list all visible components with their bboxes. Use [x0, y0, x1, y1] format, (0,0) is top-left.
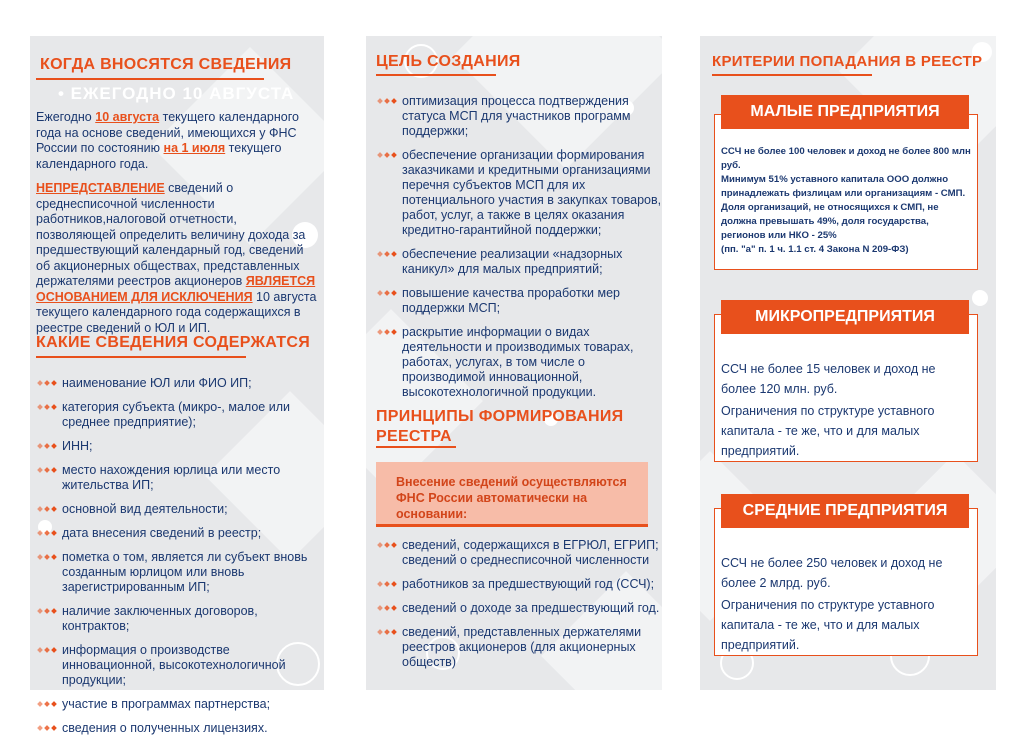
- card-small-enterprises: [714, 114, 978, 270]
- date-accent: на 1 июля: [163, 141, 226, 155]
- non-submission-accent: НЕПРЕДСТАВЛЕНИЕ: [36, 181, 165, 195]
- heading-contents: КАКИЕ СВЕДЕНИЯ СОДЕРЖАТСЯ: [36, 334, 311, 351]
- heading-underline: [376, 446, 456, 448]
- list-item: [36, 604, 322, 634]
- bullet-diamonds-icon: [36, 721, 60, 735]
- contents-list: [36, 376, 322, 745]
- list-item-text: сведения о полученных лицензиях.: [62, 721, 268, 735]
- list-item-text: категория субъекта (микро-, малое или среднее предприятие);: [62, 400, 290, 429]
- list-item-text: обеспечение организации формирования заказчиками и кредитными организациями перечня субъектов МСП для их потенциального участия в закупках товаров, работ, услуг, а также в целях оказания кредитно-гарантийной поддержки;: [402, 148, 662, 237]
- ghost-date-text: • ЕЖЕГОДНО 10 АВГУСТА: [58, 84, 295, 103]
- heading-underline: [712, 74, 872, 76]
- bullet-diamonds-icon: [36, 697, 60, 711]
- list-item: [376, 577, 666, 592]
- bullet-diamonds-icon: [36, 526, 60, 540]
- list-item: [376, 247, 662, 277]
- list-item: [36, 439, 322, 454]
- bullet-diamonds-icon: [36, 502, 60, 516]
- medium-enterprises-line1: ССЧ не более 250 человек и доход не более 2 млрд. руб.: [721, 556, 943, 590]
- card-micro-enterprises: [714, 314, 978, 462]
- list-item-text: дата внесения сведений в реестр;: [62, 526, 262, 540]
- list-item-text: сведений, содержащихся в ЕГРЮЛ, ЕГРИП; сведений о среднесписочной численности: [402, 538, 659, 567]
- list-item: [36, 643, 322, 688]
- bullet-diamonds-icon: [376, 325, 400, 339]
- micro-enterprises-line1: ССЧ не более 15 человек и доход не более 120 млн. руб.: [721, 362, 936, 396]
- list-item: [376, 538, 666, 568]
- list-item-text: участие в программах партнерства;: [62, 697, 271, 711]
- micro-enterprises-line2: Ограничения по структуре уставного капитала - те же, что и для малых предприятий.: [721, 404, 935, 458]
- exclusion-paragraph: [36, 181, 318, 336]
- bullet-diamonds-icon: [36, 604, 60, 618]
- bullet-diamonds-icon: [376, 94, 400, 108]
- heading-criteria: КРИТЕРИИ ПОПАДАНИЯ В РЕЕСТР: [712, 53, 983, 70]
- small-enterprises-title: МАЛЫЕ ПРЕДПРИЯТИЯ: [721, 95, 969, 129]
- decor-circle: [972, 290, 988, 306]
- small-enterprises-text: ССЧ не более 100 человек и доход не более 800 млн руб. Минимум 51% уставного капитала ООО должно принадлежать физлицам или организациям - СМП. Доля организаций, не относящихся к СМП, не должна превышать 49%, доля государства, регионов или НКО - 25% (пп. "а" п. 1 ч. 1.1 ст. 4 Закона N 209-ФЗ): [721, 146, 971, 255]
- list-item-text: основной вид деятельности;: [62, 502, 228, 516]
- text-span: 10 августа текущего календарного года содержащихся в реестре сведений о ЮЛ и ИП.: [36, 289, 317, 335]
- list-item-text: информация о производстве инновационной, высокотехнологичной продукции;: [62, 643, 286, 687]
- list-item-text: сведений, представленных держателями реестров акционеров (для акционерных обществ): [402, 625, 642, 669]
- heading-underline: [376, 74, 496, 76]
- list-item: [36, 502, 322, 517]
- text-span: текущего календарного года.: [36, 141, 282, 171]
- list-item-text: наличие заключенных договоров, контрактов;: [62, 604, 258, 633]
- list-item: [376, 94, 662, 139]
- list-item-text: раскрытие информации о видах деятельности и производимых товарах, работах, услугах, в том числе о производимой инновационной, высокотехнологичной продукции.: [402, 325, 634, 399]
- list-item-text: работников за предшествующий год (ССЧ);: [402, 577, 655, 591]
- heading-underline: [36, 78, 264, 80]
- exclusion-accent: ЯВЛЯЕТСЯ ОСНОВАНИЕМ ДЛЯ ИСКЛЮЧЕНИЯ: [36, 274, 316, 304]
- bullet-diamonds-icon: [376, 247, 400, 261]
- list-item-text: место нахождения юрлица или место жительства ИП;: [62, 463, 281, 492]
- card-medium-enterprises: [714, 508, 978, 656]
- list-item: [376, 148, 662, 238]
- heading-principles: ПРИНЦИПЫ ФОРМИРОВАНИЯ РЕЕСТРА: [376, 408, 624, 445]
- list-item: [376, 286, 662, 316]
- principles-box-text: Внесение сведений осуществляются ФНС России автоматически на основании:: [396, 475, 627, 521]
- list-item-text: сведений о доходе за предшествующий год.: [402, 601, 660, 615]
- medium-enterprises-line2: Ограничения по структуре уставного капитала - те же, что и для малых предприятий.: [721, 598, 935, 652]
- medium-enterprises-title: СРЕДНИЕ ПРЕДПРИЯТИЯ: [721, 494, 969, 528]
- bullet-diamonds-icon: [376, 148, 400, 162]
- bullet-diamonds-icon: [376, 601, 400, 615]
- bullet-diamonds-icon: [376, 286, 400, 300]
- heading-when: КОГДА ВНОСЯТСЯ СВЕДЕНИЯ: [40, 56, 292, 73]
- text-span: текущего календарного года на основе сведений, имеющихся у ФНС России по состоянию: [36, 110, 299, 155]
- list-item-text: повышение качества проработки мер поддержки МСП;: [402, 286, 620, 315]
- bullet-diamonds-icon: [36, 550, 60, 564]
- bullet-diamonds-icon: [376, 577, 400, 591]
- list-item: [36, 526, 322, 541]
- list-item: [36, 550, 322, 595]
- bullet-diamonds-icon: [376, 625, 400, 639]
- goals-list: [376, 94, 662, 409]
- principles-box: [376, 462, 648, 527]
- list-item-text: наименование ЮЛ или ФИО ИП;: [62, 376, 252, 390]
- list-item: [376, 325, 662, 400]
- date-accent: 10 августа: [95, 110, 160, 124]
- bullet-diamonds-icon: [36, 400, 60, 414]
- text-span: Ежегодно: [36, 110, 96, 124]
- principles-list: [376, 538, 666, 679]
- micro-enterprises-title: МИКРОПРЕДПРИЯТИЯ: [721, 300, 969, 334]
- list-item-text: оптимизация процесса подтверждения статуса МСП для участников программ поддержки;: [402, 94, 631, 138]
- list-item: [36, 697, 322, 712]
- bullet-diamonds-icon: [376, 538, 400, 552]
- list-item-text: пометка о том, является ли субъект вновь созданным юрлицом или вновь зарегистрированным ИП;: [62, 550, 308, 594]
- heading-underline: [36, 356, 246, 358]
- list-item: [36, 376, 322, 391]
- list-item: [36, 721, 322, 736]
- heading-goals: ЦЕЛЬ СОЗДАНИЯ: [376, 53, 521, 70]
- bullet-diamonds-icon: [36, 439, 60, 453]
- list-item: [376, 601, 666, 616]
- bullet-diamonds-icon: [36, 376, 60, 390]
- list-item-text: обеспечение реализации «надзорных каникул» для малых предприятий;: [402, 247, 623, 276]
- bullet-diamonds-icon: [36, 643, 60, 657]
- bullet-diamonds-icon: [36, 463, 60, 477]
- list-item: [36, 400, 322, 430]
- when-paragraph: [36, 110, 322, 172]
- text-span: сведений о среднесписочной численности работников,налоговой отчетности, позволяющей определить величину дохода за предшествующий календарный год, сведений об акционерных обществах, представленных держателями реестров акционеров: [36, 181, 306, 288]
- list-item: [36, 463, 322, 493]
- list-item-text: ИНН;: [62, 439, 93, 453]
- list-item: [376, 625, 666, 670]
